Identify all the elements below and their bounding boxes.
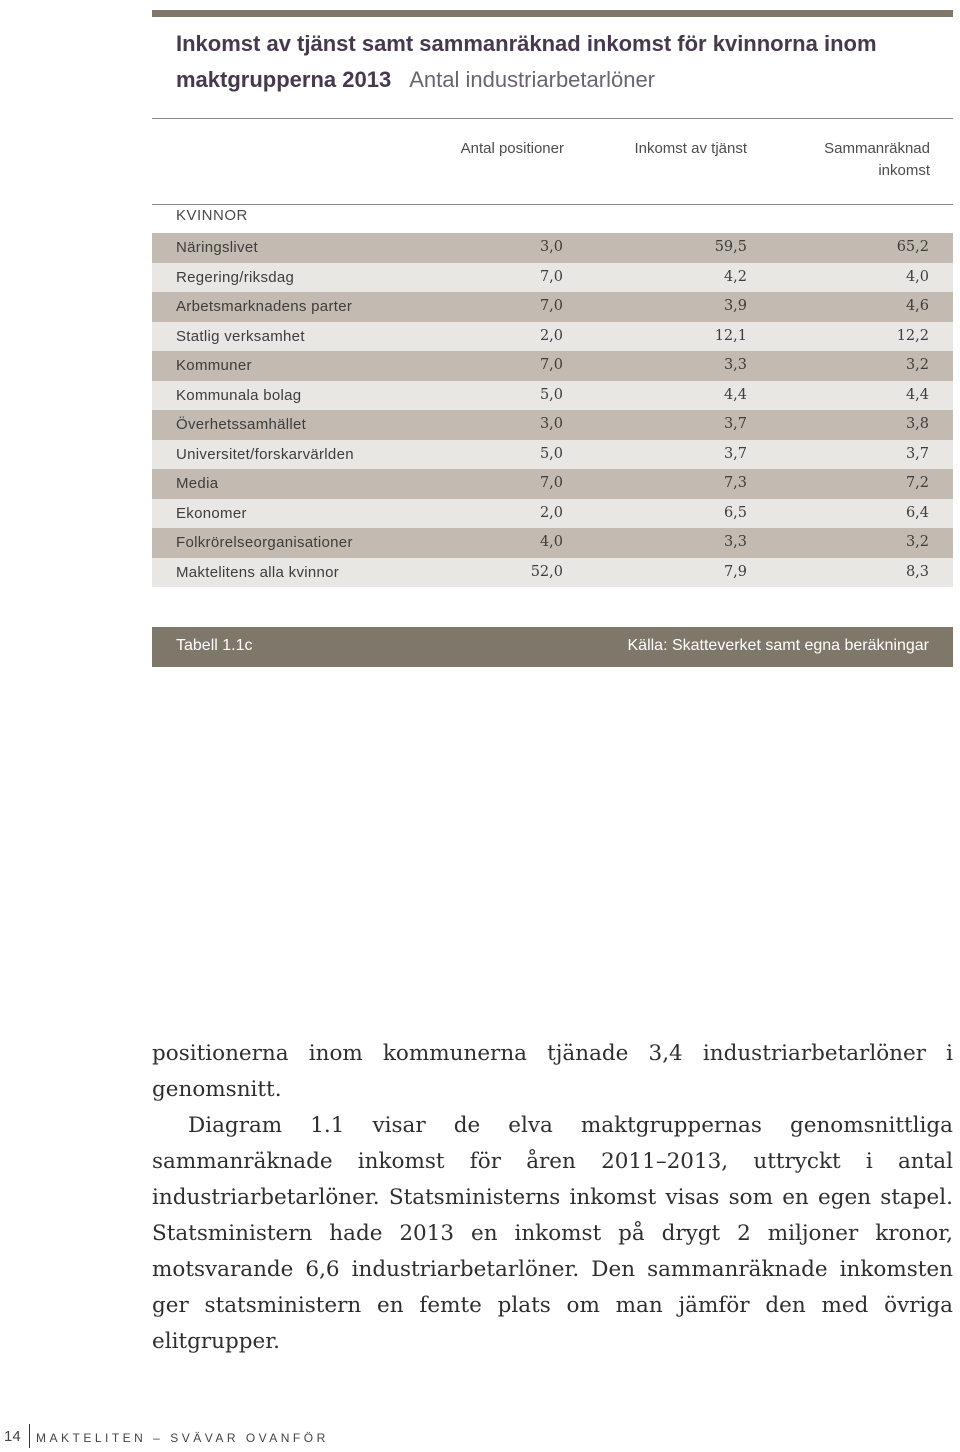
table-row <box>152 528 953 558</box>
positions-cell: 5,0 <box>539 386 563 403</box>
table-source: Källa: Skatteverket samt egna beräkningar <box>627 637 929 654</box>
table-title-main: Inkomst av tjänst samt sammanräknad inkomst för kvinnorna inom maktgrupperna 2013 <box>176 31 877 92</box>
service-income-cell: 7,3 <box>723 475 747 491</box>
row-label: Folkrörelseorganisationer <box>176 534 353 551</box>
row-label: Media <box>176 475 219 492</box>
row-label: Kommuner <box>176 357 252 374</box>
service-income-cell: 3,3 <box>723 534 747 550</box>
total-income-cell: 7,2 <box>905 475 929 491</box>
service-income-cell: 3,9 <box>723 298 747 314</box>
running-title: MAKTELITEN – SVÄVAR OVANFÖR <box>36 1431 329 1445</box>
positions-cell: 7,0 <box>539 357 563 373</box>
table-row <box>152 233 953 263</box>
table-row <box>152 322 953 352</box>
total-income-cell: 3,2 <box>905 534 929 550</box>
positions-cell: 3,0 <box>539 416 563 432</box>
row-label: Arbetsmarknadens parter <box>176 298 353 315</box>
positions-cell: 4,0 <box>539 534 563 550</box>
table-row <box>152 440 953 470</box>
data-table <box>152 233 953 587</box>
row-label: Näringslivet <box>176 239 258 256</box>
positions-cell: 2,0 <box>539 327 563 344</box>
column-header-total-income: Sammanräknad inkomst <box>824 140 930 179</box>
positions-cell: 52,0 <box>530 563 563 580</box>
positions-cell: 2,0 <box>539 504 563 521</box>
total-income-cell: 3,2 <box>905 357 929 373</box>
paragraph-2: Diagram 1.1 visar de elva maktgruppernas genomsnittliga sammanräknade inkomst för åren 2011–2013, uttryckt i antal industriarbetarlöner. Statsministerns inkomst visas som en egen stapel. Statsministern hade 2013 en inkomst på drygt 2 miljoner kronor, motsvarande 6,6 industriarbetarlöner. Den sammanräknade inkomsten ger statsministern en femte plats om man jämför den med övriga elitgrupper. <box>152 1113 953 1354</box>
table-row <box>152 292 953 322</box>
table-row <box>152 381 953 411</box>
total-income-cell: 65,2 <box>896 239 929 255</box>
table-row <box>152 263 953 293</box>
positions-cell: 5,0 <box>539 445 563 462</box>
table-title <box>176 26 946 98</box>
title-rule <box>152 118 953 119</box>
service-income-cell: 59,5 <box>714 239 747 255</box>
service-income-cell: 4,2 <box>723 268 747 285</box>
table-row <box>152 351 953 381</box>
service-income-cell: 3,3 <box>723 357 747 373</box>
row-label: Statlig verksamhet <box>176 327 305 345</box>
row-label: Regering/riksdag <box>176 268 295 286</box>
service-income-cell: 3,7 <box>723 416 747 432</box>
table-row <box>152 410 953 440</box>
footer-divider <box>29 1424 30 1448</box>
service-income-cell: 6,5 <box>723 504 747 521</box>
positions-cell: 7,0 <box>539 268 563 285</box>
total-income-cell: 12,2 <box>896 327 929 344</box>
row-label: Överhetssamhället <box>176 416 307 433</box>
table-row <box>152 469 953 499</box>
total-income-cell: 3,7 <box>905 445 929 462</box>
page-number: 14 <box>4 1428 21 1445</box>
service-income-cell: 12,1 <box>714 327 747 344</box>
service-income-cell: 7,9 <box>723 563 747 580</box>
table-subtitle: Antal industriarbetarlöner <box>409 67 656 92</box>
service-income-cell: 3,7 <box>723 445 747 462</box>
positions-cell: 7,0 <box>539 298 563 314</box>
total-income-cell: 4,0 <box>905 268 929 285</box>
positions-cell: 7,0 <box>539 475 563 491</box>
total-income-cell: 4,4 <box>905 386 929 403</box>
body-text <box>152 1036 953 1360</box>
paragraph-1: positionerna inom kommunerna tjänade 3,4 industriarbetarlöner i genomsnitt. <box>152 1041 953 1102</box>
column-header-service-income: Inkomst av tjänst <box>634 140 747 157</box>
row-label: Ekonomer <box>176 504 247 522</box>
table-footer <box>152 627 953 667</box>
section-label: KVINNOR <box>176 207 248 224</box>
service-income-cell: 4,4 <box>723 386 747 403</box>
positions-cell: 3,0 <box>539 239 563 255</box>
table-row <box>152 558 953 588</box>
row-label: Maktelitens alla kvinnor <box>176 563 340 581</box>
table-caption: Tabell 1.1c <box>176 637 253 654</box>
top-bar <box>152 10 953 17</box>
column-header-positions: Antal positioner <box>460 140 564 157</box>
header-rule <box>152 204 953 205</box>
table-row <box>152 499 953 529</box>
total-income-cell: 4,6 <box>905 298 929 314</box>
row-label: Kommunala bolag <box>176 386 302 404</box>
row-label: Universitet/forskarvärlden <box>176 445 354 463</box>
total-income-cell: 6,4 <box>905 504 929 521</box>
total-income-cell: 8,3 <box>905 563 929 580</box>
total-income-cell: 3,8 <box>905 416 929 432</box>
